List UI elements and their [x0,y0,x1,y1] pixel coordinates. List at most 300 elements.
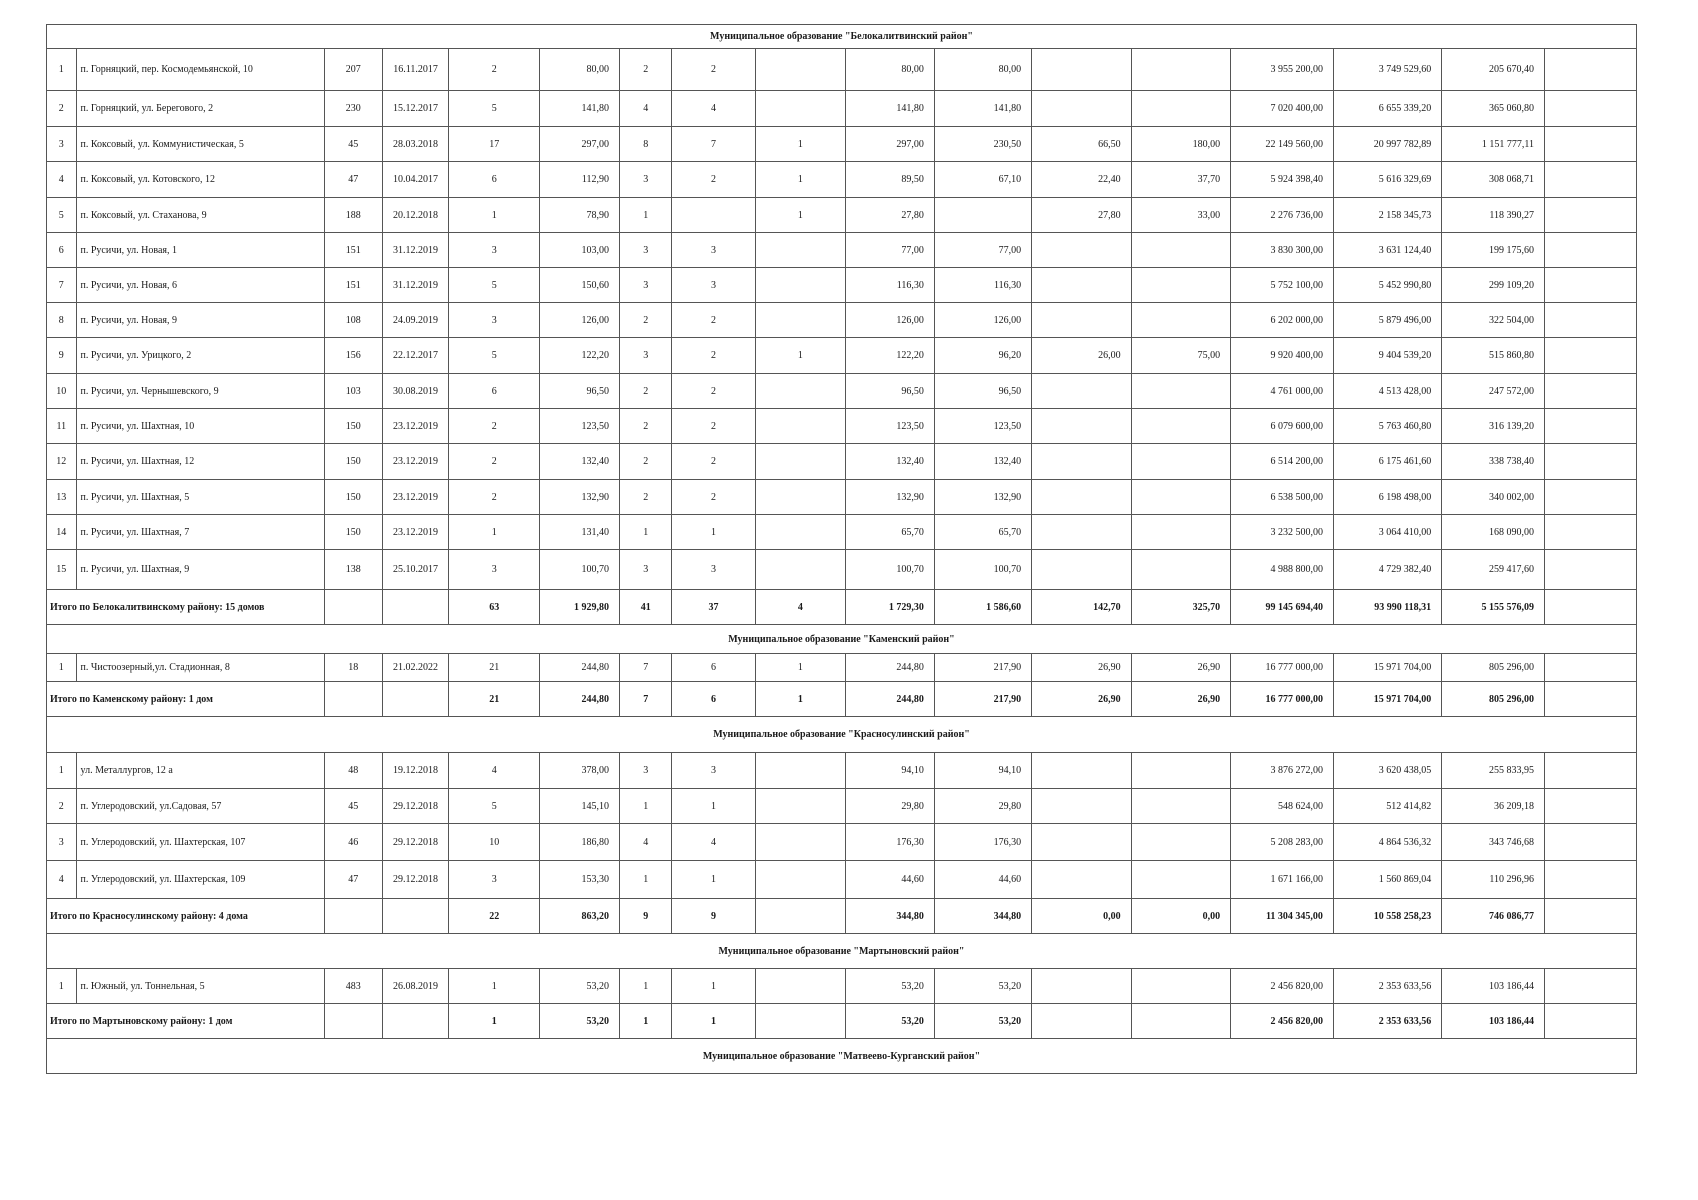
row-number: 4 [47,162,77,198]
table-cell: 153,30 [540,861,620,899]
table-cell: 27,80 [1032,198,1132,233]
address-cell: п. Коксовый, ул. Коммунистическая, 5 [76,127,324,162]
table-cell: 100,70 [934,550,1031,590]
table-cell: 7 020 400,00 [1231,91,1334,127]
table-cell: 80,00 [846,49,935,91]
section-total-row [47,590,1637,625]
table-cell [755,824,846,861]
table-cell: 1 [449,969,540,1004]
table-cell [755,753,846,789]
table-cell [1032,789,1132,824]
table-cell: 23.12.2019 [382,515,449,550]
table-cell: 31.12.2019 [382,268,449,303]
table-cell: 6 [672,654,755,682]
table-cell: 5 452 990,80 [1333,268,1441,303]
table-cell: 805 296,00 [1442,654,1545,682]
table-cell: 29.12.2018 [382,824,449,861]
table-cell: 1 [755,654,846,682]
total-label: Итого по Белокалитвинскому району: 15 домов [47,590,325,625]
section-title: Муниципальное образование "Красносулинский район" [47,717,1637,753]
total-cell: 2 456 820,00 [1231,1004,1334,1039]
table-cell: 122,20 [846,338,935,374]
table-cell: 20.12.2018 [382,198,449,233]
table-cell: 37,70 [1131,162,1231,198]
table-cell: 1 [619,861,671,899]
table-cell: 1 671 166,00 [1231,861,1334,899]
total-cell: 15 971 704,00 [1333,682,1441,717]
total-cell: 1 [449,1004,540,1039]
table-cell: 3 631 124,40 [1333,233,1441,268]
table-row [47,654,1637,682]
table-cell [1131,789,1231,824]
table-cell: 3 [449,861,540,899]
table-cell: 6 514 200,00 [1231,444,1334,480]
table-cell: 126,00 [846,303,935,338]
table-cell: 45 [324,789,382,824]
table-row [47,515,1637,550]
table-cell: 77,00 [846,233,935,268]
table-cell: 3 [619,233,671,268]
table-row [47,824,1637,861]
row-number: 4 [47,861,77,899]
section-total-row [47,1004,1637,1039]
table-cell: 46 [324,824,382,861]
total-cell [382,1004,449,1039]
table-cell [1131,374,1231,409]
total-cell: 9 [672,899,755,934]
table-cell [1131,824,1231,861]
table-cell [1544,198,1636,233]
table-cell: 6 198 498,00 [1333,480,1441,515]
table-cell: 24.09.2019 [382,303,449,338]
table-cell: 36 209,18 [1442,789,1545,824]
table-cell: 141,80 [934,91,1031,127]
table-cell: 30.08.2019 [382,374,449,409]
table-cell: 5 763 460,80 [1333,409,1441,444]
table-cell [672,198,755,233]
total-cell [755,1004,846,1039]
address-cell: п. Русичи, ул. Урицкого, 2 [76,338,324,374]
table-cell: 2 [449,49,540,91]
table-cell: 1 560 869,04 [1333,861,1441,899]
total-cell: 7 [619,682,671,717]
table-cell: 1 151 777,11 [1442,127,1545,162]
table-cell: 45 [324,127,382,162]
table-cell: 378,00 [540,753,620,789]
table-cell: 5 924 398,40 [1231,162,1334,198]
table-cell: 199 175,60 [1442,233,1545,268]
table-cell: 132,90 [540,480,620,515]
table-cell: 4 513 428,00 [1333,374,1441,409]
table-cell: 5 208 283,00 [1231,824,1334,861]
table-cell: 4 988 800,00 [1231,550,1334,590]
total-cell: 63 [449,590,540,625]
table-cell: 96,50 [846,374,935,409]
table-cell [1544,654,1636,682]
table-cell [1544,49,1636,91]
row-number: 9 [47,338,77,374]
table-cell [1032,969,1132,1004]
total-cell: 1 [672,1004,755,1039]
table-cell: 10.04.2017 [382,162,449,198]
section-header-row [47,934,1637,969]
table-cell: 96,20 [934,338,1031,374]
total-cell: 41 [619,590,671,625]
address-cell: п. Чистоозерный,ул. Стадионная, 8 [76,654,324,682]
section-title: Муниципальное образование "Мартыновский район" [47,934,1637,969]
table-cell [1131,969,1231,1004]
row-number: 14 [47,515,77,550]
table-cell: 103,00 [540,233,620,268]
table-cell: 5 879 496,00 [1333,303,1441,338]
table-cell: 297,00 [540,127,620,162]
table-cell: 259 417,60 [1442,550,1545,590]
table-cell: 21 [449,654,540,682]
table-cell: 132,90 [934,480,1031,515]
total-cell: 325,70 [1131,590,1231,625]
row-number: 1 [47,49,77,91]
total-label: Итого по Мартыновскому району: 1 дом [47,1004,325,1039]
table-cell: 65,70 [846,515,935,550]
table-cell [755,861,846,899]
table-cell [755,91,846,127]
table-row [47,789,1637,824]
table-cell: 47 [324,162,382,198]
table-cell: 126,00 [934,303,1031,338]
total-cell: 142,70 [1032,590,1132,625]
table-cell: 340 002,00 [1442,480,1545,515]
row-number: 2 [47,789,77,824]
table-row [47,127,1637,162]
table-cell: 25.10.2017 [382,550,449,590]
table-cell: 103 [324,374,382,409]
table-cell: 3 [619,162,671,198]
table-cell: 75,00 [1131,338,1231,374]
table-cell: 6 202 000,00 [1231,303,1334,338]
table-cell: 4 [619,824,671,861]
table-cell [1544,127,1636,162]
table-cell: 132,40 [540,444,620,480]
table-cell: 16.11.2017 [382,49,449,91]
table-cell: 515 860,80 [1442,338,1545,374]
table-cell: 1 [619,969,671,1004]
table-cell: 247 572,00 [1442,374,1545,409]
table-cell: 8 [619,127,671,162]
table-cell: 1 [755,198,846,233]
table-cell: 2 158 345,73 [1333,198,1441,233]
table-cell [755,550,846,590]
section-header-row [47,25,1637,49]
resettlement-table [46,24,1637,1074]
total-cell: 344,80 [934,899,1031,934]
total-cell [1032,1004,1132,1039]
total-cell: 1 929,80 [540,590,620,625]
section-title: Муниципальное образование "Матвеево-Курганский район" [47,1039,1637,1074]
table-cell: 2 [619,374,671,409]
table-cell [1032,444,1132,480]
table-cell: 1 [672,789,755,824]
table-cell: 26.08.2019 [382,969,449,1004]
table-cell: 168 090,00 [1442,515,1545,550]
table-cell: 138 [324,550,382,590]
table-cell: 132,40 [934,444,1031,480]
table-cell: 96,50 [934,374,1031,409]
total-cell: 244,80 [540,682,620,717]
table-cell: 308 068,71 [1442,162,1545,198]
table-cell [755,969,846,1004]
table-cell [934,198,1031,233]
row-number: 10 [47,374,77,409]
address-cell: п. Коксовый, ул. Котовского, 12 [76,162,324,198]
table-cell: 112,90 [540,162,620,198]
table-cell [1131,550,1231,590]
table-cell: 188 [324,198,382,233]
total-cell: 103 186,44 [1442,1004,1545,1039]
table-cell: 10 [449,824,540,861]
table-row [47,969,1637,1004]
table-cell [1131,480,1231,515]
table-cell: 3 [619,268,671,303]
total-cell [1131,1004,1231,1039]
table-cell [1544,409,1636,444]
table-cell: 3 620 438,05 [1333,753,1441,789]
table-cell: 156 [324,338,382,374]
total-cell: 746 086,77 [1442,899,1545,934]
table-cell: 338 738,40 [1442,444,1545,480]
table-cell: 6 079 600,00 [1231,409,1334,444]
table-cell: 123,50 [540,409,620,444]
table-cell [1544,789,1636,824]
table-cell: 4 [449,753,540,789]
table-cell: 65,70 [934,515,1031,550]
table-cell: 16 777 000,00 [1231,654,1334,682]
total-cell: 21 [449,682,540,717]
table-cell: 150 [324,515,382,550]
table-cell: 26,90 [1131,654,1231,682]
table-cell: 1 [755,338,846,374]
address-cell: п. Русичи, ул. Новая, 6 [76,268,324,303]
section-total-row [47,899,1637,934]
total-cell: 1 [755,682,846,717]
row-number: 15 [47,550,77,590]
table-cell: 244,80 [846,654,935,682]
table-cell: 103 186,44 [1442,969,1545,1004]
total-cell [324,590,382,625]
table-cell: 66,50 [1032,127,1132,162]
table-cell [1131,233,1231,268]
table-cell: 67,10 [934,162,1031,198]
table-cell [1032,268,1132,303]
table-cell: 19.12.2018 [382,753,449,789]
table-cell: 3 064 410,00 [1333,515,1441,550]
table-cell: 150,60 [540,268,620,303]
table-cell [1544,374,1636,409]
section-header-row [47,625,1637,654]
table-cell [1131,303,1231,338]
table-cell: 21.02.2022 [382,654,449,682]
table-cell: 1 [672,515,755,550]
row-number: 3 [47,824,77,861]
table-cell: 116,30 [934,268,1031,303]
table-cell: 5 [449,789,540,824]
table-cell [1032,91,1132,127]
table-cell: 6 [449,374,540,409]
table-row [47,91,1637,127]
table-cell [1032,409,1132,444]
table-cell: 6 538 500,00 [1231,480,1334,515]
table-cell: 126,00 [540,303,620,338]
table-cell [1544,268,1636,303]
total-cell: 1 729,30 [846,590,935,625]
section-header-row [47,1039,1637,1074]
table-cell: 1 [619,198,671,233]
table-row [47,409,1637,444]
table-cell [1032,233,1132,268]
table-row [47,338,1637,374]
table-cell: 5 [449,268,540,303]
address-cell: п. Русичи, ул. Шахтная, 12 [76,444,324,480]
table-cell: 322 504,00 [1442,303,1545,338]
table-cell: 483 [324,969,382,1004]
table-cell: 2 [672,303,755,338]
table-cell [1131,861,1231,899]
table-cell: 3 [672,753,755,789]
table-cell: 26,90 [1032,654,1132,682]
table-cell: 9 920 400,00 [1231,338,1334,374]
table-cell: 2 [449,444,540,480]
table-cell: 1 [672,969,755,1004]
table-cell: 29.12.2018 [382,861,449,899]
table-cell: 2 [672,480,755,515]
total-cell: 11 304 345,00 [1231,899,1334,934]
total-cell: 0,00 [1131,899,1231,934]
row-number: 7 [47,268,77,303]
table-cell: 122,20 [540,338,620,374]
table-cell: 3 [672,268,755,303]
table-cell: 3 876 272,00 [1231,753,1334,789]
table-cell [1131,409,1231,444]
table-cell: 176,30 [934,824,1031,861]
table-cell: 33,00 [1131,198,1231,233]
table-cell: 23.12.2019 [382,444,449,480]
table-cell: 1 [619,789,671,824]
total-cell: 53,20 [846,1004,935,1039]
table-row [47,550,1637,590]
table-cell: 1 [449,515,540,550]
table-cell: 141,80 [846,91,935,127]
table-cell: 5 752 100,00 [1231,268,1334,303]
address-cell: п. Русичи, ул. Шахтная, 10 [76,409,324,444]
table-cell: 15 971 704,00 [1333,654,1441,682]
table-cell: 297,00 [846,127,935,162]
total-cell: 4 [755,590,846,625]
total-cell [324,682,382,717]
table-cell: 23.12.2019 [382,480,449,515]
table-cell: 2 [449,409,540,444]
table-cell: 3 [672,550,755,590]
table-cell: 2 [449,480,540,515]
table-cell: 4 [672,824,755,861]
total-cell: 244,80 [846,682,935,717]
address-cell: п. Русичи, ул. Шахтная, 9 [76,550,324,590]
table-cell: 131,40 [540,515,620,550]
table-cell: 548 624,00 [1231,789,1334,824]
total-cell: 22 [449,899,540,934]
table-cell: 145,10 [540,789,620,824]
table-cell [1032,753,1132,789]
table-cell: 1 [755,162,846,198]
row-number: 13 [47,480,77,515]
table-cell [1032,550,1132,590]
table-cell: 5 [449,338,540,374]
table-cell: 512 414,82 [1333,789,1441,824]
table-cell: 94,10 [934,753,1031,789]
table-cell [755,374,846,409]
table-cell: 1 [619,515,671,550]
total-cell: 53,20 [934,1004,1031,1039]
table-cell: 3 749 529,60 [1333,49,1441,91]
table-cell [1544,515,1636,550]
table-cell: 80,00 [934,49,1031,91]
total-cell: 16 777 000,00 [1231,682,1334,717]
table-cell: 176,30 [846,824,935,861]
row-number: 3 [47,127,77,162]
address-cell: п. Углеродовский, ул. Шахтерская, 109 [76,861,324,899]
table-cell: 100,70 [540,550,620,590]
table-cell: 48 [324,753,382,789]
section-header-row [47,717,1637,753]
table-cell: 1 [672,861,755,899]
total-cell: 0,00 [1032,899,1132,934]
table-cell [1544,861,1636,899]
section-title: Муниципальное образование "Каменский район" [47,625,1637,654]
table-cell: 2 [619,409,671,444]
table-row [47,198,1637,233]
table-cell: 217,90 [934,654,1031,682]
table-cell: 132,40 [846,444,935,480]
table-cell: 44,60 [846,861,935,899]
table-cell: 4 [672,91,755,127]
total-cell [755,899,846,934]
total-cell [1544,899,1636,934]
table-row [47,480,1637,515]
table-cell: 118 390,27 [1442,198,1545,233]
total-cell [382,590,449,625]
table-cell [1032,49,1132,91]
table-cell: 3 [449,550,540,590]
table-row [47,374,1637,409]
total-cell [1544,682,1636,717]
table-cell: 22 149 560,00 [1231,127,1334,162]
total-cell [324,1004,382,1039]
table-cell: 53,20 [934,969,1031,1004]
table-cell [1131,91,1231,127]
table-cell: 94,10 [846,753,935,789]
table-cell [1131,268,1231,303]
table-cell [1032,480,1132,515]
table-cell: 244,80 [540,654,620,682]
table-cell [1544,444,1636,480]
address-cell: п. Коксовый, ул. Стаханова, 9 [76,198,324,233]
address-cell: п. Русичи, ул. Новая, 9 [76,303,324,338]
table-cell: 80,00 [540,49,620,91]
table-cell: 299 109,20 [1442,268,1545,303]
table-cell [755,444,846,480]
table-cell [755,268,846,303]
table-cell: 3 [619,550,671,590]
table-cell: 2 [672,49,755,91]
total-cell: 37 [672,590,755,625]
